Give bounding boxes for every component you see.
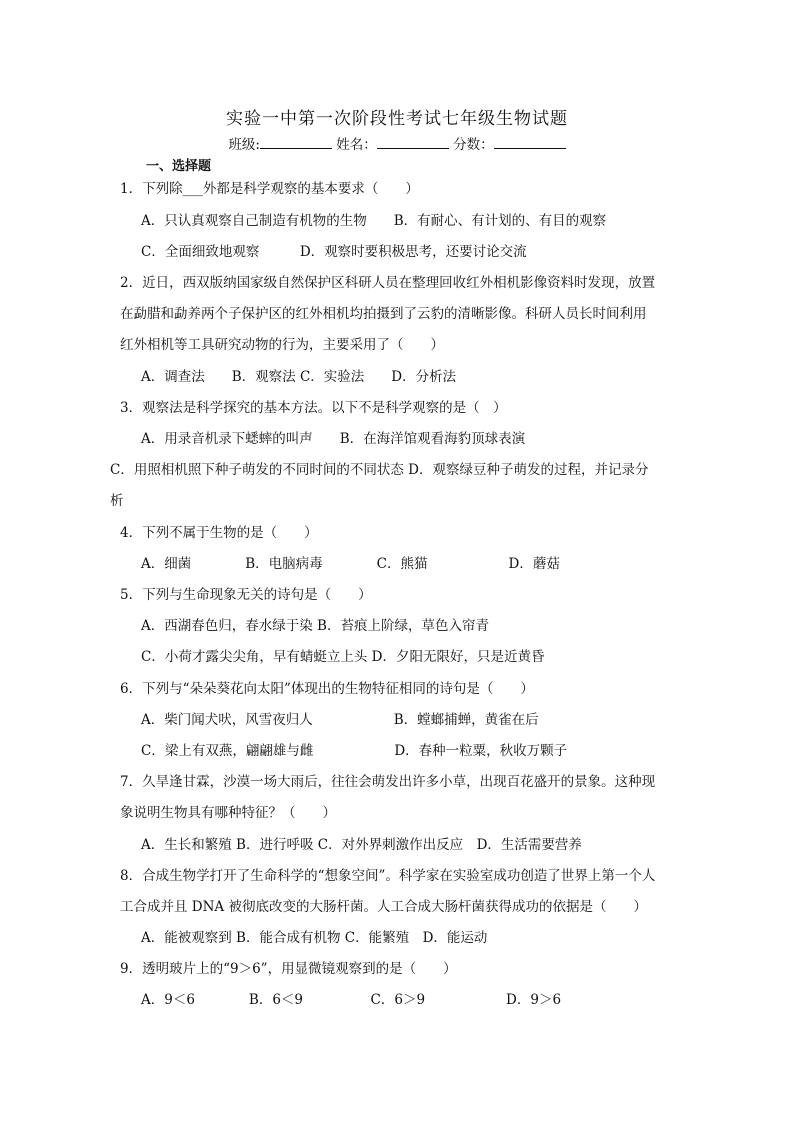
q8-options: A．能被观察到 B．能合成有机物 C．能繁殖 D．能运动 bbox=[141, 930, 488, 946]
q1-option-ab: A．只认真观察自己制造有机物的生物 B．有耐心、有计划的、有目的观察 bbox=[141, 213, 607, 229]
q6-option-cd: C．梁上有双燕，翩翩雄与雌 D．春种一粒粟，秋收万颗子 bbox=[141, 743, 568, 759]
question-5: 5．下列与生命现象无关的诗句是（ ） bbox=[120, 587, 372, 603]
question-8-line-1: 8．合成生物学打开了生命科学的“想象空间”。科学家在实验室成功创造了世界上第一个人 bbox=[120, 868, 656, 884]
question-3: 3．观察法是科学探究的基本方法。以下不是科学观察的是（ ） bbox=[120, 400, 507, 416]
question-2-line-2: 在勐腊和勐养两个子保护区的红外相机均拍摄到了云豹的清晰影像。科研人员长时间利用 bbox=[120, 306, 647, 322]
q3-option-ab: A．用录音机录下蟋蟀的叫声 B．在海洋馆观看海豹顶球表演 bbox=[141, 431, 526, 447]
exam-title: 实验一中第一次阶段性考试七年级生物试题 bbox=[226, 109, 568, 129]
question-4: 4．下列不属于生物的是（ ） bbox=[120, 525, 318, 541]
q9-options: A．9＜6 B．6＜9 C．6＞9 D．9＞6 bbox=[141, 992, 562, 1008]
name-label: 姓名： bbox=[336, 137, 377, 153]
score-blank[interactable] bbox=[494, 136, 566, 149]
q7-options: A．生长和繁殖 B．进行呼吸 C．对外界刺激作出反应 D．生活需要营养 bbox=[141, 837, 582, 853]
section-heading: 一、选择题 bbox=[146, 159, 212, 174]
q1-option-cd: C．全面细致地观察 D．观察时要积极思考，还要讨论交流 bbox=[141, 244, 527, 260]
question-8-line-2: 工合成并且 DNA 被彻底改变的大肠杆菌。人工合成大肠杆菌获得成功的依据是（ ） bbox=[120, 899, 647, 915]
question-6: 6．下列与“朵朵葵花向太阳”体现出的生物特征相同的诗句是（ ） bbox=[120, 681, 534, 697]
q3-option-cd: C．用照相机照下种子萌发的不同时间的不同状态 D．观察绿豆种子萌发的过程，并记录分 bbox=[110, 462, 649, 478]
question-2-line-1: 2．近日，西双版纳国家级自然保护区科研人员在整理回收红外相机影像资料时发现，放置 bbox=[120, 275, 656, 291]
q6-option-ab: A．柴门闻犬吠，风雪夜归人 B．螳螂捕蝉，黄雀在后 bbox=[141, 712, 539, 728]
question-2-line-3: 红外相机等工具研究动物的行为，主要采用了（ ） bbox=[120, 337, 444, 353]
name-blank[interactable] bbox=[377, 136, 449, 149]
q5-option-cd: C．小荷才露尖尖角，早有蜻蜓立上头 D．夕阳无限好，只是近黄昏 bbox=[141, 649, 545, 665]
question-7-line-1: 7．久旱逢甘霖，沙漠一场大雨后，往往会萌发出许多小草，出现百花盛开的景象。这种现 bbox=[120, 774, 656, 790]
q4-options: A．细菌 B．电脑病毒 C．熊猫 D．蘑菇 bbox=[141, 556, 560, 572]
question-9: 9．透明玻片上的“9＞6”，用显微镜观察到的是（ ） bbox=[120, 961, 457, 977]
class-blank[interactable] bbox=[260, 136, 332, 149]
question-7-line-2: 象说明生物具有哪种特征？（ ） bbox=[120, 805, 336, 821]
q3-option-cd-wrap: 析 bbox=[110, 493, 124, 509]
score-label: 分数： bbox=[453, 137, 494, 153]
question-1: 1．下列除___外都是科学观察的基本要求（ ） bbox=[120, 181, 419, 197]
q5-option-ab: A．西湖春色归，春水绿于染 B．苔痕上阶绿，草色入帘青 bbox=[141, 618, 489, 634]
student-info-line bbox=[0, 133, 794, 153]
q2-options: A．调查法 B．观察法 C．实验法 D．分析法 bbox=[141, 369, 457, 385]
class-label: 班级: bbox=[228, 137, 260, 153]
